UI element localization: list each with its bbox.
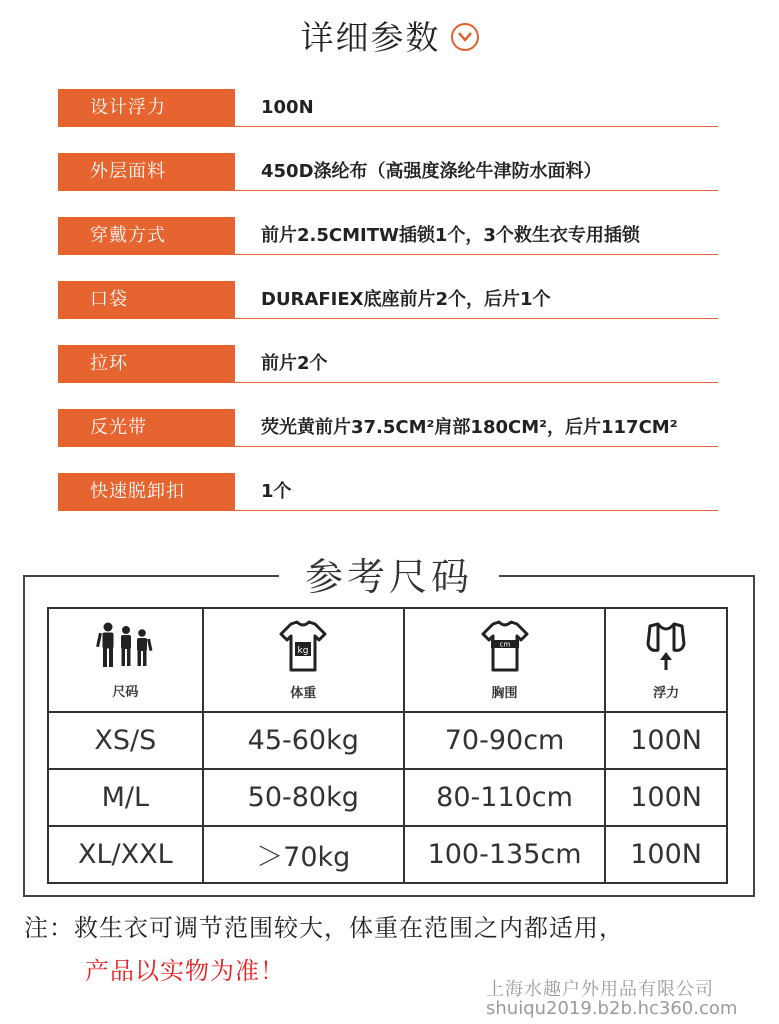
param-row <box>58 409 718 447</box>
param-row <box>58 473 718 511</box>
divider <box>235 382 718 383</box>
param-label: 反光带 <box>58 409 235 447</box>
header-cell-buoyancy <box>605 608 727 712</box>
divider <box>235 318 718 319</box>
watermark-domain: shuiqu2019.b2b.hc360.com <box>486 998 738 1019</box>
size-chart-title: 参考尺码 <box>304 555 473 599</box>
table-header-row <box>48 608 727 712</box>
title-text: 详细参数 <box>300 18 441 57</box>
note-text: 注：救生衣可调节范围较大，体重在范围之内都适用， <box>24 914 624 942</box>
param-label: 外层面料 <box>58 153 235 191</box>
header-label: 尺码 <box>112 684 139 700</box>
table-cell: 80-110cm <box>404 769 605 826</box>
table-cell: 45-60kg <box>203 712 404 769</box>
table-cell: ＞70kg <box>203 826 404 883</box>
param-label: 拉环 <box>58 345 235 383</box>
param-row <box>58 345 718 383</box>
divider <box>235 254 718 255</box>
param-value: 前片2个 <box>261 353 328 374</box>
table-cell: 100-135cm <box>404 826 605 883</box>
param-row <box>58 89 718 127</box>
table-row <box>48 712 727 769</box>
header-cell-size <box>48 608 203 712</box>
note-warning: 产品以实物为准！ <box>85 957 285 985</box>
param-value: 1个 <box>261 481 292 502</box>
watermark-company: 上海水趣户外用品有限公司 <box>486 979 714 1000</box>
param-value: 450D涤纶布（高强度涤纶牛津防水面料） <box>261 161 602 182</box>
param-row <box>58 281 718 319</box>
header-label: 浮力 <box>653 685 680 701</box>
table-row <box>48 826 727 883</box>
table-cell: M/L <box>48 769 203 826</box>
people-icon <box>96 621 154 673</box>
param-value: DURAFIEX底座前片2个，后片1个 <box>261 289 551 310</box>
param-value: 荧光黄前片37.5CM²肩部180CM²，后片117CM² <box>261 417 678 438</box>
param-value: 100N <box>261 97 314 118</box>
param-value: 前片2.5CMITW插锁1个，3个救生衣专用插锁 <box>261 225 640 246</box>
param-label: 穿戴方式 <box>58 217 235 255</box>
svg-text:kg: kg <box>297 645 309 656</box>
table-cell: 70-90cm <box>404 712 605 769</box>
table-cell: 50-80kg <box>203 769 404 826</box>
divider <box>235 510 718 511</box>
svg-text:cm: cm <box>499 640 510 648</box>
scale-shirt-icon <box>277 620 329 674</box>
header-cell-chest <box>404 608 605 712</box>
table-cell: XS/S <box>48 712 203 769</box>
header-cell-weight <box>203 608 404 712</box>
divider <box>235 446 718 447</box>
chevron-down-icon <box>451 23 479 51</box>
header-label: 体重 <box>290 685 317 701</box>
life-vest-icon <box>640 620 692 674</box>
divider <box>235 126 718 127</box>
table-cell: 100N <box>605 712 727 769</box>
table-row <box>48 769 727 826</box>
param-label: 设计浮力 <box>58 89 235 127</box>
param-row <box>58 217 718 255</box>
param-row <box>58 153 718 191</box>
param-label: 口袋 <box>58 281 235 319</box>
page-title <box>0 12 779 59</box>
table-cell: 100N <box>605 769 727 826</box>
param-label: 快速脱卸扣 <box>58 473 235 511</box>
header-label: 胸围 <box>491 685 518 701</box>
chest-measure-icon <box>479 620 531 674</box>
table-cell: XL/XXL <box>48 826 203 883</box>
table-cell: 100N <box>605 826 727 883</box>
divider <box>235 190 718 191</box>
size-table <box>47 607 728 884</box>
